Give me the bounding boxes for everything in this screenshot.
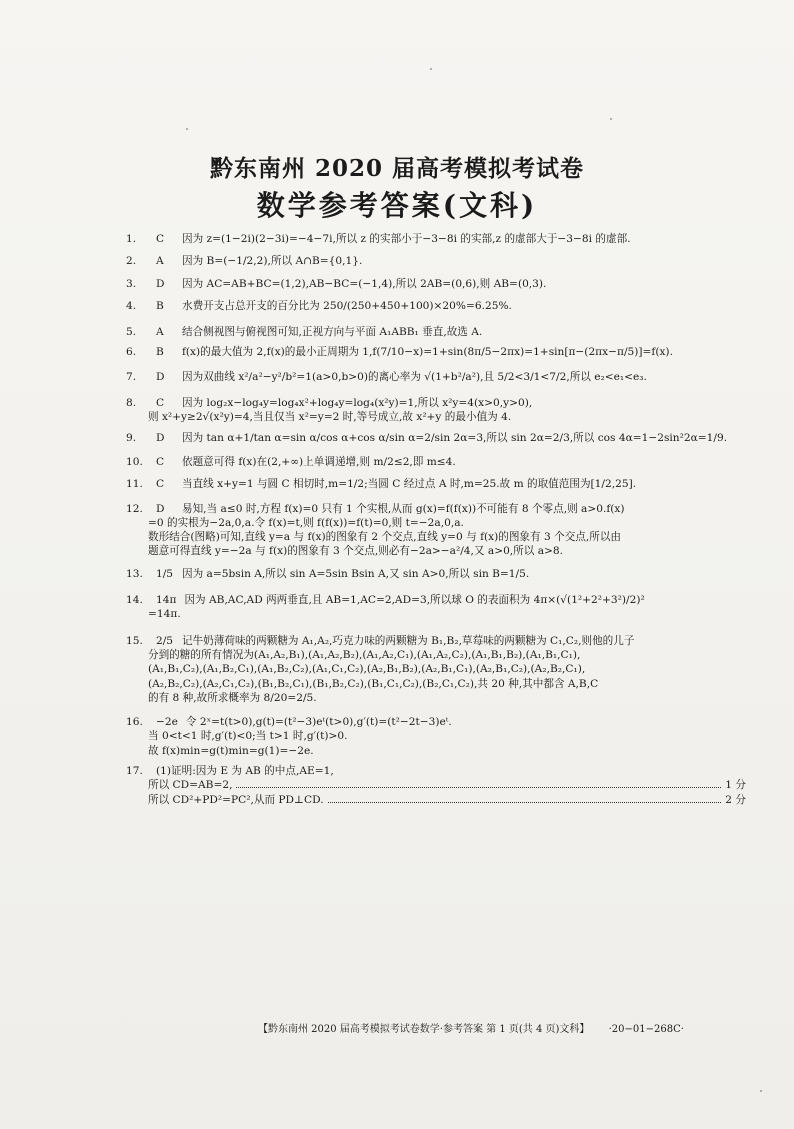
dot-leader — [236, 787, 721, 788]
answer-first-line — [126, 431, 746, 445]
proof-step-text: 所以 CD²+PD²=PC²,从而 PD⊥CD. — [148, 793, 324, 806]
answer-continuation: 题意可得直线 y=−2a 与 f(x)的图象有 3 个交点,则必有−2a>−a²/4,又 a>0,所以 a>8. — [148, 545, 564, 558]
answer-explanation: 结合侧视图与俯视图可知,正视方向与平面 A₁ABB₁ 垂直,故选 A. — [182, 326, 483, 339]
answer-key: D — [156, 277, 165, 290]
question-number: 16. — [126, 716, 143, 729]
proof-step — [126, 793, 746, 807]
question-number: 1. — [126, 233, 137, 245]
answer-continuation: =14π. — [148, 608, 181, 621]
answer-first-line — [126, 593, 746, 607]
answer-item — [126, 593, 746, 622]
answer-item — [126, 370, 746, 384]
answer-first-line — [126, 455, 746, 469]
question-number: 17. — [126, 765, 143, 778]
question-number: 4. — [126, 299, 137, 312]
question-number: 12. — [126, 502, 143, 515]
answer-first-line — [126, 232, 746, 246]
question-number: 6. — [126, 346, 137, 359]
answer-item — [126, 477, 746, 491]
question-number: 7. — [126, 370, 137, 383]
question-number: 8. — [126, 397, 137, 410]
answer-key: B — [156, 299, 164, 312]
answer-explanation: 依题意可得 f(x)在(2,+∞)上单调递增,则 m/2≤2,即 m≤4. — [182, 455, 456, 468]
answer-key: A — [156, 326, 164, 339]
question-number: 2. — [126, 255, 137, 268]
footer-code: ·20−01−268C· — [608, 1024, 684, 1035]
answer-key: A — [156, 255, 164, 268]
answer-key: C — [156, 455, 165, 468]
answer-first-line — [126, 277, 746, 291]
answer-continuation: (A₁,B₁,C₂),(A₁,B₂,C₁),(A₁,B₂,C₂),(A₁,C₁,C₂),(A₂,B₁,B₂),(A₂,B₁,C₁),(A₂,B₁,C₂),(A₂,B₂,C₁), — [148, 663, 586, 676]
answer-first-line — [126, 299, 746, 313]
proof-step-text: 所以 CD=AB=2, — [148, 779, 233, 792]
answer-explanation: 因为 AB,AC,AD 两两垂直,且 AB=1,AC=2,AD=3,所以球 O 的表面积为 4π×(√(1²+2²+3²)/2)² — [184, 594, 645, 607]
answer-key: −2e — [156, 716, 178, 729]
question-number: 10. — [126, 455, 143, 468]
answer-explanation: 水费开支占总开支的百分比为 250/(250+450+100)×20%=6.25%. — [182, 299, 512, 312]
answer-item — [126, 299, 746, 313]
answer-continuation: 当 0<t<1 时,g′(t)<0;当 t>1 时,g′(t)>0. — [148, 730, 348, 743]
answer-explanation: 因为 z=(1−2i)(2−3i)=−4−7i,所以 z 的实部小于−3−8i 的实部,z 的虚部大于−3−8i 的虚部. — [182, 233, 631, 245]
q17-intro-line — [126, 764, 746, 778]
answer-continuation: (A₂,B₂,C₂),(A₂,C₁,C₂),(B₁,B₂,C₁),(B₁,B₂,C₂),(B₁,C₁,C₂),(B₂,C₁,C₂),共 20 种,其中都含 A,B,C — [148, 677, 599, 690]
scan-speck — [430, 68, 432, 70]
answer-list — [126, 232, 746, 807]
answer-item — [126, 715, 746, 758]
page-title: 黔东南州 2020 届高考模拟考试卷 — [209, 155, 585, 182]
answer-item — [126, 277, 746, 291]
answer-explanation: 因为 log₂x−log₄y=log₄x²+log₄y=log₄(x²y)=1,所以 x²y=4(x>0,y>0), — [182, 397, 533, 410]
question-number: 5. — [126, 326, 137, 339]
answer-first-line — [126, 370, 746, 384]
answer-item — [126, 345, 746, 359]
dot-leader — [328, 802, 722, 803]
answer-first-line — [126, 502, 746, 516]
answer-continuation: 则 x²+y≥2√(x²y)=4,当且仅当 x²=y=2 时,等号成立,故 x²+y 的最小值为 4. — [148, 411, 512, 424]
scan-speck — [186, 128, 188, 130]
answer-item — [126, 254, 746, 268]
answer-first-line — [126, 325, 746, 339]
answer-key: C — [156, 397, 165, 410]
answer-explanation: 因为双曲线 x²/a²−y²/b²=1(a>0,b>0)的离心率为 √(1+b²/a²),且 5/2<3/1<7/2,所以 e₂<e₁<e₃. — [182, 370, 647, 383]
proof-step — [126, 778, 746, 792]
answer-key: B — [156, 346, 164, 359]
page-footer — [258, 1020, 684, 1035]
answer-explanation: 当直线 x+y=1 与圆 C 相切时,m=1/2;当圆 C 经过点 A 时,m=25.故 m 的取值范围为[1/2,25]. — [182, 478, 637, 491]
answer-explanation: 令 2ˣ=t(t>0),g(t)=(t²−3)eᵗ(t>0),g′(t)=(t²−2t−3)eᵗ. — [185, 716, 452, 729]
scan-speck — [760, 1090, 762, 1092]
answer-explanation: 因为 tan α+1/tan α=sin α/cos α+cos α/sin α=2/sin 2α=3,所以 sin 2α=2/3,所以 cos 4α=1−2sin²2α=1/9. — [182, 431, 728, 444]
question-number: 13. — [126, 567, 143, 580]
answer-continuation: 数形结合(图略)可知,直线 y=a 与 f(x)的图象有 2 个交点,直线 y=0 与 f(x)的图象有 3 个交点,所以由 — [148, 531, 622, 544]
answer-first-line — [126, 254, 746, 268]
answer-item — [126, 502, 746, 559]
answer-key: D — [156, 431, 165, 444]
answer-explanation: 因为 AC=AB+BC=(1,2),AB−BC=(−1,4),所以 2AB=(0,6),则 AB=(0,3). — [182, 277, 547, 290]
answer-item — [126, 634, 746, 705]
answer-first-line — [126, 634, 746, 648]
answer-key: D — [156, 502, 165, 515]
answer-key: D — [156, 370, 165, 383]
answer-explanation: 因为 B=(−1/2,2),所以 A∩B={0,1}. — [182, 255, 363, 268]
page-subtitle: 数学参考答案(文科) — [256, 189, 538, 222]
answer-first-line — [126, 477, 746, 491]
question-number: 3. — [126, 277, 137, 290]
answer-explanation: f(x)的最大值为 2,f(x)的最小正周期为 1,f(7/10−x)=1+sin(8π/5−2πx)=1+sin[π−(2πx−π/5)]=f(x). — [182, 346, 673, 359]
question-number: 11. — [126, 478, 143, 491]
answer-continuation: =0 的实根为−2a,0,a.令 f(x)=t,则 f(f(x))=f(t)=0,则 t=−2a,0,a. — [148, 516, 464, 529]
question-number: 15. — [126, 634, 143, 647]
proof-step-points: 2 分 — [725, 793, 746, 806]
q17-intro: (1)证明:因为 E 为 AB 的中点,AE=1, — [156, 765, 334, 778]
question-number: 14. — [126, 594, 143, 607]
proof-step-points: 1 分 — [725, 779, 746, 792]
answer-continuation: 分到的糖的所有情况为(A₁,A₂,B₁),(A₁,A₂,B₂),(A₁,A₂,C₁),(A₁,A₂,C₂),(A₁,B₁,B₂),(A₁,B₁,C₁), — [148, 648, 581, 661]
answer-first-line — [126, 396, 746, 410]
answer-key: C — [156, 233, 165, 245]
answer-continuation: 故 f(x)min=g(t)min=g(1)=−2e. — [148, 744, 314, 757]
answer-item — [126, 232, 746, 246]
answer-item — [126, 567, 746, 581]
answer-first-line — [126, 715, 746, 729]
scan-speck — [610, 118, 612, 120]
answer-explanation: 因为 a=5bsin A,所以 sin A=5sin Bsin A,又 sin A>0,所以 sin B=1/5. — [182, 567, 530, 580]
answer-key: 1/5 — [156, 567, 174, 580]
answer-explanation: 记牛奶薄荷味的两颗糖为 A₁,A₂,巧克力味的两颗糖为 B₁,B₂,草莓味的两颗糖为 C₁,C₂,则他的儿子 — [182, 634, 635, 647]
answer-key: 14π — [156, 594, 177, 607]
answer-item — [126, 431, 746, 445]
answer-item — [126, 325, 746, 339]
answer-first-line — [126, 567, 746, 581]
answer-key: 2/5 — [156, 634, 174, 647]
answer-first-line — [126, 345, 746, 359]
answer-key: C — [156, 478, 165, 491]
answer-item-17 — [126, 764, 746, 807]
answer-item — [126, 396, 746, 425]
answer-explanation: 易知,当 a≤0 时,方程 f(x)=0 只有 1 个实根,从而 g(x)=f(f(x))不可能有 8 个零点,则 a>0.f(x) — [182, 502, 625, 515]
answer-continuation: 的有 8 种,故所求概率为 8/20=2/5. — [148, 691, 317, 704]
question-number: 9. — [126, 431, 137, 444]
answer-item — [126, 455, 746, 469]
footer-text: 【黔东南州 2020 届高考模拟考试卷数学·参考答案 第 1 页(共 4 页)文科】 — [258, 1024, 590, 1035]
